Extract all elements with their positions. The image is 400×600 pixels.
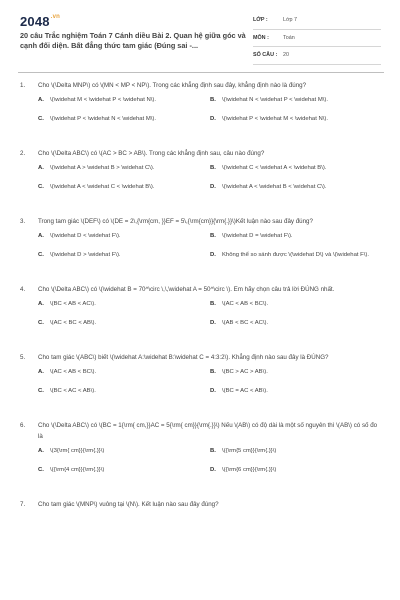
meta-key: LỚP : [253, 17, 268, 24]
option-text: \(\widehat P < \widehat N < \widehat M\). [50, 116, 156, 122]
option-letter: A. [38, 369, 44, 375]
option-text: \(BC > AC > AB\). [222, 369, 268, 375]
option-letter: D. [210, 252, 216, 258]
answer-option[interactable] [38, 387, 210, 406]
option-letter: A. [38, 448, 44, 454]
question-stem [20, 284, 382, 295]
question-text: Cho \(\Delta MNP\) có \(MN < MP < NP\). Trong các khẳng định sau đây, khẳng định nào là đúng? [38, 82, 307, 89]
question-number: 1. [20, 82, 26, 89]
answer-option[interactable] [38, 96, 210, 115]
option-letter: D. [210, 467, 216, 473]
option-text: \(BC < AC < AB\). [50, 388, 96, 394]
answer-option[interactable] [38, 183, 210, 202]
document-title: 20 câu Trắc nghiệm Toán 7 Cánh diều Bài 2. Quan hệ giữa góc và cạnh đối diện. Bất đẳng thức tam giác (Đúng sai -... [20, 31, 246, 50]
option-letter: C. [38, 116, 44, 122]
answer-option[interactable] [38, 164, 210, 183]
option-text: \({\rm{4 cm}}{\rm{.}}\) [50, 467, 105, 473]
question-stem [20, 420, 382, 442]
option-text: \(\widehat D < \widehat F\). [50, 233, 121, 239]
answer-option[interactable] [210, 115, 382, 134]
option-letter: B. [210, 448, 216, 454]
option-text: \(AB < BC < AC\). [222, 320, 269, 326]
meta-row-count [253, 47, 381, 65]
question-list [20, 80, 382, 524]
brand-name: 2048 [20, 14, 50, 29]
meta-value: Lớp 7 [283, 17, 298, 24]
option-text: \(\widehat D > \widehat F\). [50, 252, 121, 258]
answer-options [38, 96, 382, 134]
option-letter: A. [38, 233, 44, 239]
answer-option[interactable] [210, 251, 382, 270]
answer-option[interactable] [210, 466, 382, 485]
answer-option[interactable] [210, 368, 382, 387]
option-text: \(\widehat P < \widehat M < \widehat N\). [222, 116, 328, 122]
answer-option[interactable] [38, 232, 210, 251]
answer-option[interactable] [38, 251, 210, 270]
option-letter: B. [210, 369, 216, 375]
option-letter: C. [38, 388, 44, 394]
option-letter: B. [210, 97, 216, 103]
answer-options [38, 232, 382, 270]
question-number: 7. [20, 501, 26, 508]
answer-option[interactable] [210, 447, 382, 466]
option-text: \(\widehat A > \widehat B > \widehat C\). [50, 165, 155, 171]
question-text: Cho tam giác \(ABC\) biết \(\widehat A:\widehat B:\widehat C = 4:3:2\). Khẳng định nào sau đây là ĐÚNG? [38, 354, 329, 361]
meta-key: MÔN : [253, 34, 269, 41]
answer-option[interactable] [38, 466, 210, 485]
answer-options [38, 300, 382, 338]
answer-option[interactable] [38, 115, 210, 134]
option-letter: D. [210, 388, 216, 394]
option-letter: A. [38, 165, 44, 171]
answer-option[interactable] [210, 96, 382, 115]
option-text: \(\widehat A < \widehat B < \widehat C\). [222, 184, 327, 190]
answer-option[interactable] [210, 164, 382, 183]
option-text: \(AC < AB < BC\). [222, 301, 269, 307]
answer-option[interactable] [38, 319, 210, 338]
meta-table [253, 12, 381, 65]
option-text: \(AC < AB < BC\). [50, 369, 97, 375]
meta-row-subject [253, 30, 381, 48]
option-letter: D. [210, 184, 216, 190]
meta-key: SỐ CÂU : [253, 52, 278, 59]
answer-option[interactable] [38, 447, 210, 466]
meta-value: Toán [283, 34, 295, 41]
option-letter: D. [210, 116, 216, 122]
option-text: \(\widehat N < \widehat P < \widehat M\). [222, 97, 328, 103]
question-stem [20, 148, 382, 159]
option-text: \({\rm{6 cm}}{\rm{.}}\) [222, 467, 277, 473]
option-letter: A. [38, 301, 44, 307]
option-letter: D. [210, 320, 216, 326]
question-item [20, 352, 382, 406]
answer-option[interactable] [210, 319, 382, 338]
question-number: 5. [20, 354, 26, 361]
meta-value: 20 [283, 52, 289, 59]
option-text: \(AC < BC < AB\). [50, 320, 97, 326]
question-stem [20, 80, 382, 91]
question-text: Cho \(\Delta ABC\) có \(BC = 1{\rm{ cm,}}AC = 5{\rm{ cm}}{\rm{.}}\) Nếu \(AB\) có độ dài là một số nguyên thì \(AB\) có số đo là [38, 422, 378, 440]
answer-option[interactable] [210, 387, 382, 406]
question-text: Cho \(\Delta ABC\) có \(\widehat B = 70^\circ \,\,\widehat A = 50^\circ \). Em hãy chọn câu trả lời ĐÚNG nhất. [38, 286, 335, 293]
option-text: \(\widehat C < \widehat A < \widehat B\). [222, 165, 327, 171]
option-letter: B. [210, 301, 216, 307]
answer-option[interactable] [38, 300, 210, 319]
question-number: 2. [20, 150, 26, 157]
option-text: \({\rm{5 cm}}{\rm{.}}\) [222, 448, 277, 454]
option-text: \(BC = AC < AB\). [222, 388, 268, 394]
brand-logo[interactable] [20, 14, 60, 29]
option-letter: C. [38, 467, 44, 473]
answer-option[interactable] [38, 368, 210, 387]
answer-options [38, 368, 382, 406]
answer-option[interactable] [210, 232, 382, 251]
question-stem [20, 352, 382, 363]
answer-option[interactable] [210, 183, 382, 202]
option-text: \(\widehat A < \widehat C < \widehat B\). [50, 184, 155, 190]
meta-row-class [253, 12, 381, 30]
answer-options [38, 447, 382, 485]
header [0, 0, 400, 66]
question-stem [20, 216, 382, 227]
option-letter: C. [38, 320, 44, 326]
brand-tld: .vn [50, 14, 61, 20]
question-item [20, 148, 382, 202]
option-text: \(3{\rm{ cm}}{\rm{.}}\) [50, 448, 105, 454]
option-text: Không thể so sánh được \(\widehat D\) và \(\widehat F\). [222, 252, 369, 258]
question-number: 4. [20, 286, 26, 293]
option-letter: C. [38, 184, 44, 190]
option-letter: C. [38, 252, 44, 258]
option-text: \(\widehat M < \widehat P < \widehat N\). [50, 97, 156, 103]
question-text: Cho tam giác \(MNP\) vuông tại \(N\). Kết luận nào sau đây đúng? [38, 501, 219, 508]
question-number: 3. [20, 218, 26, 225]
option-letter: A. [38, 97, 44, 103]
question-item [20, 420, 382, 485]
question-item [20, 499, 382, 510]
option-text: \(\widehat D = \widehat F\). [222, 233, 293, 239]
question-item [20, 80, 382, 134]
question-item [20, 216, 382, 270]
question-number: 6. [20, 422, 26, 429]
option-text: \(BC < AB < AC\). [50, 301, 96, 307]
option-letter: B. [210, 165, 216, 171]
question-stem [20, 499, 382, 510]
question-text: Cho \(\Delta ABC\) có \(AC > BC > AB\). Trong các khẳng định sau, câu nào đúng? [38, 150, 265, 157]
question-text: Trong tam giác \(DEF\) có \(DE = 2\,{\rm{cm, }}EF = 5\,{\rm{cm}}{\rm{.}}\)Kết luận nào sau đây đúng? [38, 218, 313, 225]
answer-options [38, 164, 382, 202]
answer-option[interactable] [210, 300, 382, 319]
option-letter: B. [210, 233, 216, 239]
header-divider [18, 72, 384, 73]
question-item [20, 284, 382, 338]
